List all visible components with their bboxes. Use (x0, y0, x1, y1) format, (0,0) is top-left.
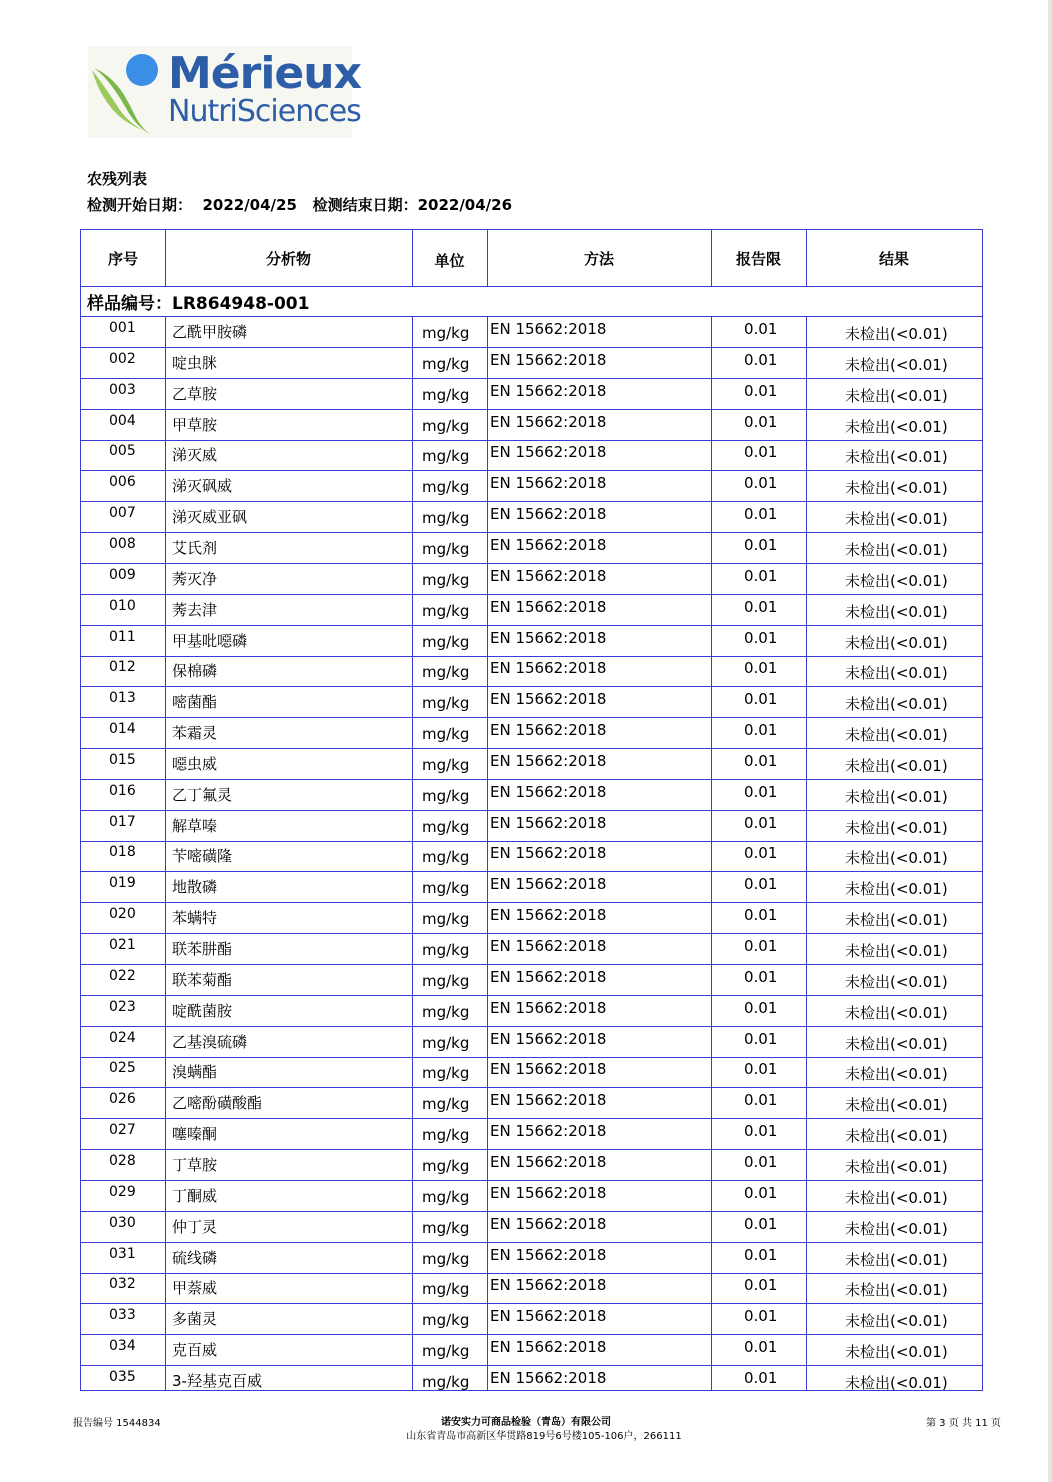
unit: mg/kg (422, 755, 470, 774)
report-limit: 0.01 (744, 1338, 778, 1357)
result: 未检出(<0.01) (845, 880, 948, 899)
results-table (80, 229, 983, 1391)
row-number: 016 (109, 782, 136, 799)
unit: mg/kg (422, 416, 470, 435)
col-header-analyte: 分析物 (265, 249, 311, 268)
analyte-name: 啶虫脒 (172, 353, 218, 372)
row-number: 025 (109, 1060, 136, 1077)
table-row (81, 718, 982, 749)
report-limit: 0.01 (744, 474, 778, 493)
result: 未检出(<0.01) (845, 818, 948, 837)
table-row (81, 1273, 982, 1304)
result: 未检出(<0.01) (845, 1034, 948, 1053)
method: EN 15662:2018 (490, 1245, 607, 1264)
table-row (81, 1243, 982, 1274)
result: 未检出(<0.01) (845, 972, 948, 991)
method: EN 15662:2018 (490, 1214, 607, 1233)
col-header-no: 序号 (107, 249, 138, 268)
table-row (81, 1366, 982, 1397)
result: 未检出(<0.01) (845, 1157, 948, 1176)
row-number: 012 (109, 659, 136, 676)
method: EN 15662:2018 (490, 659, 607, 678)
report-limit: 0.01 (744, 597, 778, 616)
report-limit: 0.01 (744, 875, 778, 894)
analyte-name: 乙基溴硫磷 (172, 1032, 248, 1051)
row-number: 019 (109, 875, 136, 892)
result: 未检出(<0.01) (845, 633, 948, 652)
result: 未检出(<0.01) (845, 695, 948, 714)
method: EN 15662:2018 (490, 937, 607, 955)
table-row (81, 1335, 982, 1366)
report-limit: 0.01 (744, 381, 778, 400)
unit: mg/kg (422, 1187, 470, 1206)
analyte-name: 涕灭威 (172, 446, 218, 465)
analyte-name: 3-羟基克百威 (172, 1371, 262, 1390)
row-number: 020 (109, 906, 136, 923)
table-row (81, 872, 982, 903)
row-number: 003 (109, 381, 136, 398)
analyte-name: 丁酮威 (172, 1186, 218, 1205)
unit: mg/kg (422, 1156, 470, 1175)
method: EN 15662:2018 (490, 474, 607, 493)
table-row (81, 1027, 982, 1058)
result: 未检出(<0.01) (845, 911, 948, 930)
analyte-name: 乙丁氟灵 (172, 785, 233, 804)
row-number: 010 (109, 597, 136, 614)
row-number: 031 (109, 1245, 136, 1262)
report-limit: 0.01 (744, 1214, 778, 1233)
row-number: 024 (109, 1029, 136, 1046)
table-row (81, 317, 982, 348)
method: EN 15662:2018 (490, 443, 607, 462)
unit: mg/kg (422, 509, 470, 528)
method: EN 15662:2018 (490, 1307, 607, 1326)
analyte-name: 保棉磷 (172, 662, 218, 681)
unit: mg/kg (422, 1126, 470, 1145)
result: 未检出(<0.01) (845, 325, 948, 343)
analyte-name: 苯霜灵 (172, 724, 218, 743)
result: 未检出(<0.01) (845, 1281, 948, 1300)
method: EN 15662:2018 (490, 597, 607, 616)
unit: mg/kg (422, 324, 470, 342)
unit: mg/kg (422, 1218, 470, 1237)
row-number: 026 (109, 1091, 136, 1108)
method: EN 15662:2018 (490, 875, 607, 894)
row-number: 007 (109, 505, 136, 522)
row-number: 013 (109, 690, 136, 707)
analyte-name: 乙草胺 (172, 384, 218, 403)
method: EN 15662:2018 (490, 628, 607, 647)
table-row (81, 626, 982, 657)
report-limit: 0.01 (744, 1276, 778, 1295)
table-row (81, 1150, 982, 1181)
unit: mg/kg (422, 848, 470, 867)
report-limit: 0.01 (744, 1152, 778, 1171)
method: EN 15662:2018 (490, 844, 607, 863)
method: EN 15662:2018 (490, 320, 607, 338)
method: EN 15662:2018 (490, 1338, 607, 1357)
row-number: 022 (109, 967, 136, 984)
unit: mg/kg (422, 1002, 470, 1021)
table-row (81, 1057, 982, 1088)
row-number: 027 (109, 1122, 136, 1139)
method: EN 15662:2018 (490, 1122, 607, 1141)
row-number: 008 (109, 535, 136, 552)
row-number: 006 (109, 474, 136, 491)
result: 未检出(<0.01) (845, 787, 948, 806)
report-limit: 0.01 (744, 1060, 778, 1079)
report-limit: 0.01 (744, 628, 778, 647)
unit: mg/kg (422, 1280, 470, 1299)
report-limit: 0.01 (744, 1368, 778, 1387)
method: EN 15662:2018 (490, 906, 607, 925)
report-limit: 0.01 (744, 1091, 778, 1110)
analyte-name: 啶酰菌胺 (172, 1001, 233, 1020)
table-row (81, 379, 982, 410)
row-number: 009 (109, 566, 136, 583)
analyte-name: 联苯肼酯 (172, 940, 233, 958)
row-number: 018 (109, 844, 136, 861)
unit: mg/kg (422, 478, 470, 497)
analyte-name: 莠灭净 (172, 569, 218, 588)
analyte-name: 地散磷 (172, 878, 218, 897)
row-number: 011 (109, 628, 136, 645)
report-limit: 0.01 (744, 1029, 778, 1048)
unit: mg/kg (422, 786, 470, 805)
row-number: 035 (109, 1368, 136, 1385)
report-limit: 0.01 (744, 443, 778, 462)
row-number: 014 (109, 721, 136, 738)
method: EN 15662:2018 (490, 813, 607, 832)
analyte-name: 多菌灵 (172, 1310, 218, 1329)
report-limit: 0.01 (744, 1245, 778, 1264)
method: EN 15662:2018 (490, 505, 607, 524)
table-row (81, 749, 982, 780)
sample-number: 样品编号：LR864948-001 (87, 294, 310, 314)
unit: mg/kg (422, 601, 470, 620)
unit: mg/kg (422, 1249, 470, 1268)
result: 未检出(<0.01) (845, 1312, 948, 1331)
unit: mg/kg (422, 1033, 470, 1052)
row-number: 021 (109, 937, 136, 953)
method: EN 15662:2018 (490, 412, 607, 431)
result: 未检出(<0.01) (845, 1096, 948, 1115)
result: 未检出(<0.01) (845, 1219, 948, 1238)
unit: mg/kg (422, 879, 470, 898)
report-limit: 0.01 (744, 813, 778, 832)
report-limit: 0.01 (744, 782, 778, 801)
analyte-name: 克百威 (172, 1341, 218, 1360)
analyte-name: 乙酰甲胺磷 (172, 323, 248, 341)
method: EN 15662:2018 (490, 566, 607, 585)
report-limit: 0.01 (744, 350, 778, 369)
logo-text-merieux: Mérieux (168, 48, 361, 99)
result: 未检出(<0.01) (845, 602, 948, 621)
method: EN 15662:2018 (490, 1276, 607, 1295)
report-limit: 0.01 (744, 1183, 778, 1202)
table-row (81, 502, 982, 533)
analyte-name: 嘧菌酯 (172, 693, 218, 712)
result: 未检出(<0.01) (845, 1343, 948, 1362)
report-limit: 0.01 (744, 937, 778, 955)
col-header-limit: 报告限 (735, 249, 781, 268)
table-row (81, 965, 982, 996)
analyte-name: 莠去津 (172, 600, 218, 619)
result: 未检出(<0.01) (845, 756, 948, 775)
table-row (81, 841, 982, 872)
row-number: 004 (109, 412, 136, 429)
report-limit: 0.01 (744, 844, 778, 863)
report-limit: 0.01 (744, 659, 778, 678)
unit: mg/kg (422, 971, 470, 990)
table-row (81, 996, 982, 1027)
method: EN 15662:2018 (490, 721, 607, 740)
result: 未检出(<0.01) (845, 386, 948, 405)
unit: mg/kg (422, 941, 470, 959)
result: 未检出(<0.01) (845, 1373, 948, 1392)
method: EN 15662:2018 (490, 535, 607, 554)
row-number: 028 (109, 1152, 136, 1169)
analyte-name: 噁虫威 (172, 754, 218, 773)
table-row (81, 903, 982, 934)
result: 未检出(<0.01) (845, 849, 948, 868)
leaf-logo-icon (88, 46, 168, 138)
row-number: 001 (109, 320, 136, 336)
result: 未检出(<0.01) (845, 942, 948, 960)
logo-text-nutrisciences: NutriSciences (168, 94, 361, 129)
result: 未检出(<0.01) (845, 355, 948, 374)
analyte-name: 溴螨酯 (172, 1063, 218, 1082)
table-row (81, 811, 982, 842)
company-logo (88, 46, 361, 138)
unit: mg/kg (422, 910, 470, 929)
analyte-name: 甲萘威 (172, 1279, 218, 1298)
table-row (81, 687, 982, 718)
report-limit: 0.01 (744, 412, 778, 431)
unit: mg/kg (422, 570, 470, 589)
unit: mg/kg (422, 663, 470, 682)
analyte-name: 甲基吡噁磷 (172, 631, 248, 650)
result: 未检出(<0.01) (845, 448, 948, 467)
page-number: 第 3 页 共 11 页 (926, 1418, 1001, 1429)
result: 未检出(<0.01) (845, 726, 948, 745)
unit: mg/kg (422, 817, 470, 836)
method: EN 15662:2018 (490, 1029, 607, 1048)
unit: mg/kg (422, 632, 470, 651)
report-limit: 0.01 (744, 1307, 778, 1326)
row-number: 017 (109, 813, 136, 830)
result: 未检出(<0.01) (845, 1127, 948, 1146)
analyte-name: 仲丁灵 (172, 1217, 218, 1236)
unit: mg/kg (422, 385, 470, 404)
method: EN 15662:2018 (490, 998, 607, 1017)
report-number: 报告编号 1544834 (73, 1418, 161, 1429)
report-limit: 0.01 (744, 566, 778, 585)
report-limit: 0.01 (744, 1122, 778, 1141)
table-row (81, 471, 982, 502)
analyte-name: 甲草胺 (172, 415, 218, 434)
table-row (81, 1304, 982, 1335)
table-row (81, 1119, 982, 1150)
method: EN 15662:2018 (490, 967, 607, 986)
unit: mg/kg (422, 539, 470, 558)
analyte-name: 噻嗪酮 (172, 1125, 218, 1144)
result: 未检出(<0.01) (845, 510, 948, 529)
method: EN 15662:2018 (490, 1183, 607, 1202)
result: 未检出(<0.01) (845, 1065, 948, 1084)
method: EN 15662:2018 (490, 1060, 607, 1079)
report-limit: 0.01 (744, 721, 778, 740)
method: EN 15662:2018 (490, 751, 607, 770)
result: 未检出(<0.01) (845, 664, 948, 683)
table-row (81, 934, 982, 965)
method: EN 15662:2018 (490, 1368, 607, 1387)
table-row (81, 595, 982, 626)
result: 未检出(<0.01) (845, 571, 948, 590)
method: EN 15662:2018 (490, 690, 607, 709)
table-row (81, 348, 982, 379)
analyte-name: 联苯菊酯 (172, 970, 233, 989)
result: 未检出(<0.01) (845, 417, 948, 436)
analyte-name: 涕灭砜威 (172, 477, 233, 496)
result: 未检出(<0.01) (845, 1188, 948, 1207)
table-row (81, 410, 982, 441)
report-limit: 0.01 (744, 535, 778, 554)
analyte-name: 艾氏剂 (172, 538, 218, 557)
report-limit: 0.01 (744, 751, 778, 770)
test-dates: 检测开始日期： 2022/04/25 检测结束日期：2022/04/26 (87, 196, 513, 214)
row-number: 029 (109, 1183, 136, 1200)
table-row (81, 1181, 982, 1212)
unit: mg/kg (422, 1372, 470, 1391)
method: EN 15662:2018 (490, 350, 607, 369)
unit: mg/kg (422, 447, 470, 466)
method: EN 15662:2018 (490, 782, 607, 801)
report-limit: 0.01 (744, 690, 778, 709)
document-title: 农残列表 (87, 170, 148, 188)
analyte-name: 苄嘧磺隆 (172, 847, 233, 866)
unit: mg/kg (422, 1342, 470, 1361)
table-row (81, 656, 982, 687)
unit: mg/kg (422, 694, 470, 713)
unit: mg/kg (422, 1095, 470, 1114)
method: EN 15662:2018 (490, 381, 607, 400)
result: 未检出(<0.01) (845, 479, 948, 498)
row-number: 015 (109, 751, 136, 768)
table-row (81, 1212, 982, 1243)
analyte-name: 丁草胺 (172, 1155, 218, 1174)
analyte-name: 硫线磷 (172, 1248, 218, 1267)
row-number: 002 (109, 350, 136, 367)
col-header-unit: 单位 (434, 251, 465, 270)
row-number: 005 (109, 443, 136, 460)
unit: mg/kg (422, 1311, 470, 1330)
row-number: 033 (109, 1307, 136, 1324)
company-address: 山东省青岛市高新区华贯路819号6号楼105-106户，266111 (406, 1431, 682, 1442)
header-divider (81, 286, 982, 287)
row-number: 032 (109, 1276, 136, 1293)
analyte-name: 解草嗪 (172, 816, 218, 835)
row-number: 023 (109, 998, 136, 1015)
table-row (81, 1088, 982, 1119)
analyte-name: 乙嘧酚磺酸酯 (172, 1094, 263, 1113)
row-number: 030 (109, 1214, 136, 1231)
company-name: 诺安实力可商品检验（青岛）有限公司 (441, 1417, 611, 1428)
analyte-name: 涕灭威亚砜 (172, 508, 248, 527)
table-row (81, 564, 982, 595)
method: EN 15662:2018 (490, 1152, 607, 1171)
result: 未检出(<0.01) (845, 1250, 948, 1269)
table-row (81, 440, 982, 471)
unit: mg/kg (422, 1064, 470, 1083)
row-number: 034 (109, 1338, 136, 1355)
report-limit: 0.01 (744, 906, 778, 925)
col-header-method: 方法 (583, 249, 614, 268)
report-limit: 0.01 (744, 967, 778, 986)
result: 未检出(<0.01) (845, 1003, 948, 1022)
unit: mg/kg (422, 725, 470, 744)
table-row (81, 533, 982, 564)
page-edge (1048, 0, 1052, 1482)
report-limit: 0.01 (744, 998, 778, 1017)
method: EN 15662:2018 (490, 1091, 607, 1110)
report-limit: 0.01 (744, 505, 778, 524)
col-header-result: 结果 (878, 249, 909, 268)
unit: mg/kg (422, 354, 470, 373)
analyte-name: 苯螨特 (172, 909, 218, 928)
result: 未检出(<0.01) (845, 540, 948, 559)
report-limit: 0.01 (744, 320, 778, 338)
table-row (81, 780, 982, 811)
